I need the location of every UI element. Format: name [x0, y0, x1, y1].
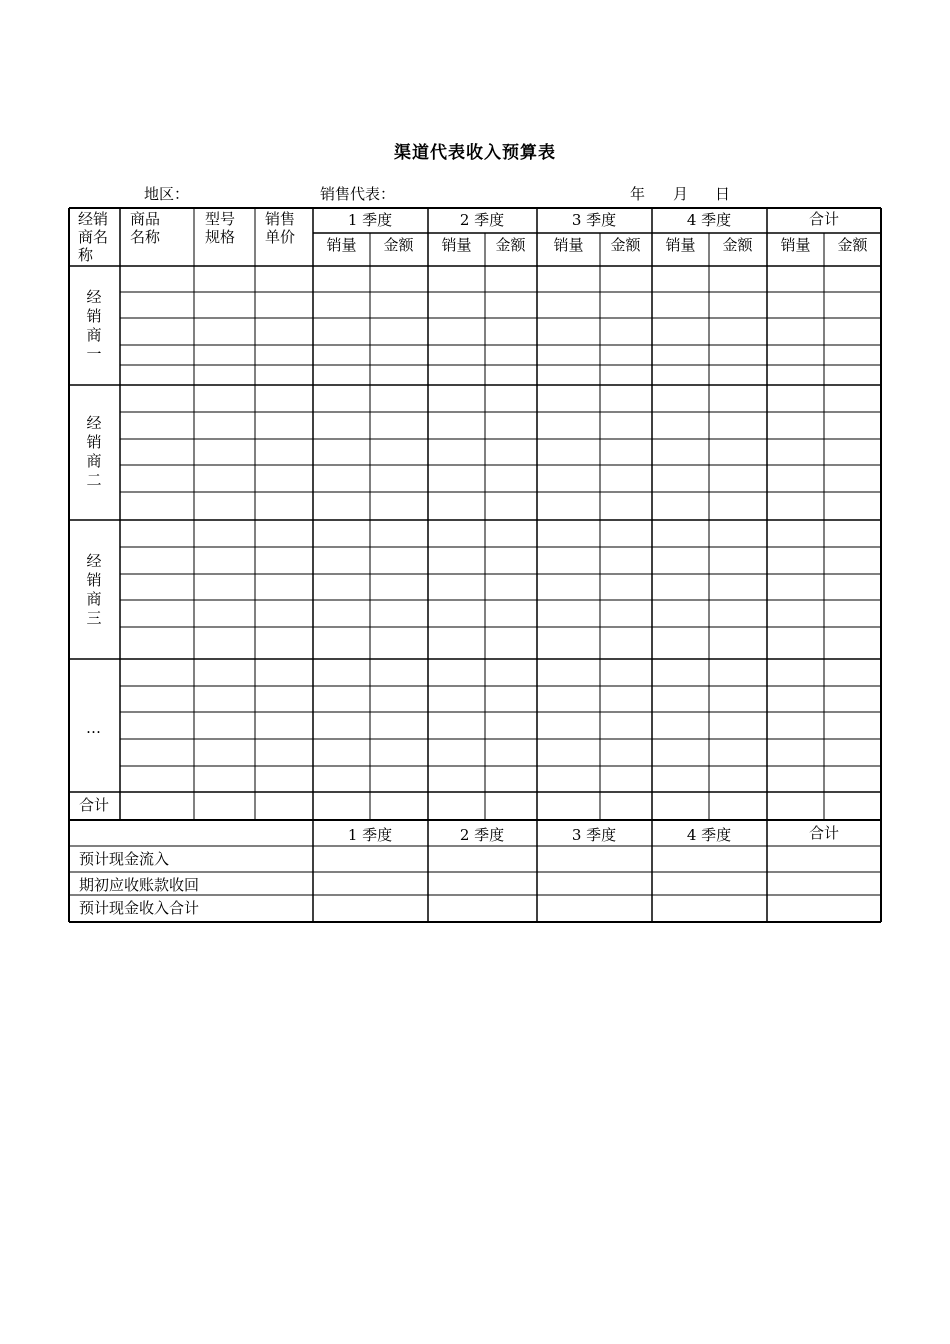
sales-rep-label: 销售代表：	[320, 185, 396, 203]
header-unit-price: 销售单价	[265, 210, 296, 246]
cash-row-receivables-collected: 期初应收账款收回	[79, 876, 200, 894]
sub-qty-q2: 销量	[441, 236, 472, 254]
sub-amount-q3: 金额	[610, 236, 641, 254]
cash-header-q4: 4 季度	[686, 826, 732, 844]
sub-amount-total: 金额	[837, 236, 868, 254]
sub-amount-q1: 金额	[383, 236, 414, 254]
cash-row-expected-inflow: 预计现金流入	[79, 850, 170, 868]
sub-qty-q1: 销量	[326, 236, 357, 254]
header-model-spec: 型号规格	[205, 210, 236, 246]
day-label: 日	[715, 185, 731, 203]
header-q2: 2 季度	[459, 211, 505, 229]
cash-header-q3: 3 季度	[571, 826, 617, 844]
cash-header-q2: 2 季度	[459, 826, 505, 844]
group-label-distributor-2: 经 销 商 二	[86, 414, 102, 489]
total-row-label: 合计	[79, 796, 110, 814]
cash-header-q1: 1 季度	[347, 826, 393, 844]
group-label-distributor-1: 经 销 商 一	[86, 288, 102, 363]
group-label-distributor-3: 经 销 商 三	[86, 552, 102, 627]
sub-amount-q2: 金额	[495, 236, 526, 254]
header-total: 合计	[808, 210, 839, 228]
month-label: 月	[673, 185, 689, 203]
sub-amount-q4: 金额	[722, 236, 753, 254]
year-label: 年	[630, 185, 646, 203]
page-title: 渠道代表收入预算表	[394, 143, 556, 163]
sub-qty-q3: 销量	[553, 236, 584, 254]
header-product-name: 商品名称	[130, 210, 161, 246]
header-q3: 3 季度	[571, 211, 617, 229]
cash-header-total: 合计	[808, 824, 839, 842]
sub-qty-q4: 销量	[665, 236, 696, 254]
group-label-more: …	[86, 719, 101, 737]
header-q1: 1 季度	[347, 211, 393, 229]
region-label: 地区：	[144, 185, 190, 203]
header-distributor-name: 经销商名称	[78, 210, 109, 264]
sub-qty-total: 销量	[780, 236, 811, 254]
cash-row-expected-total: 预计现金收入合计	[79, 899, 200, 917]
header-q4: 4 季度	[686, 211, 732, 229]
